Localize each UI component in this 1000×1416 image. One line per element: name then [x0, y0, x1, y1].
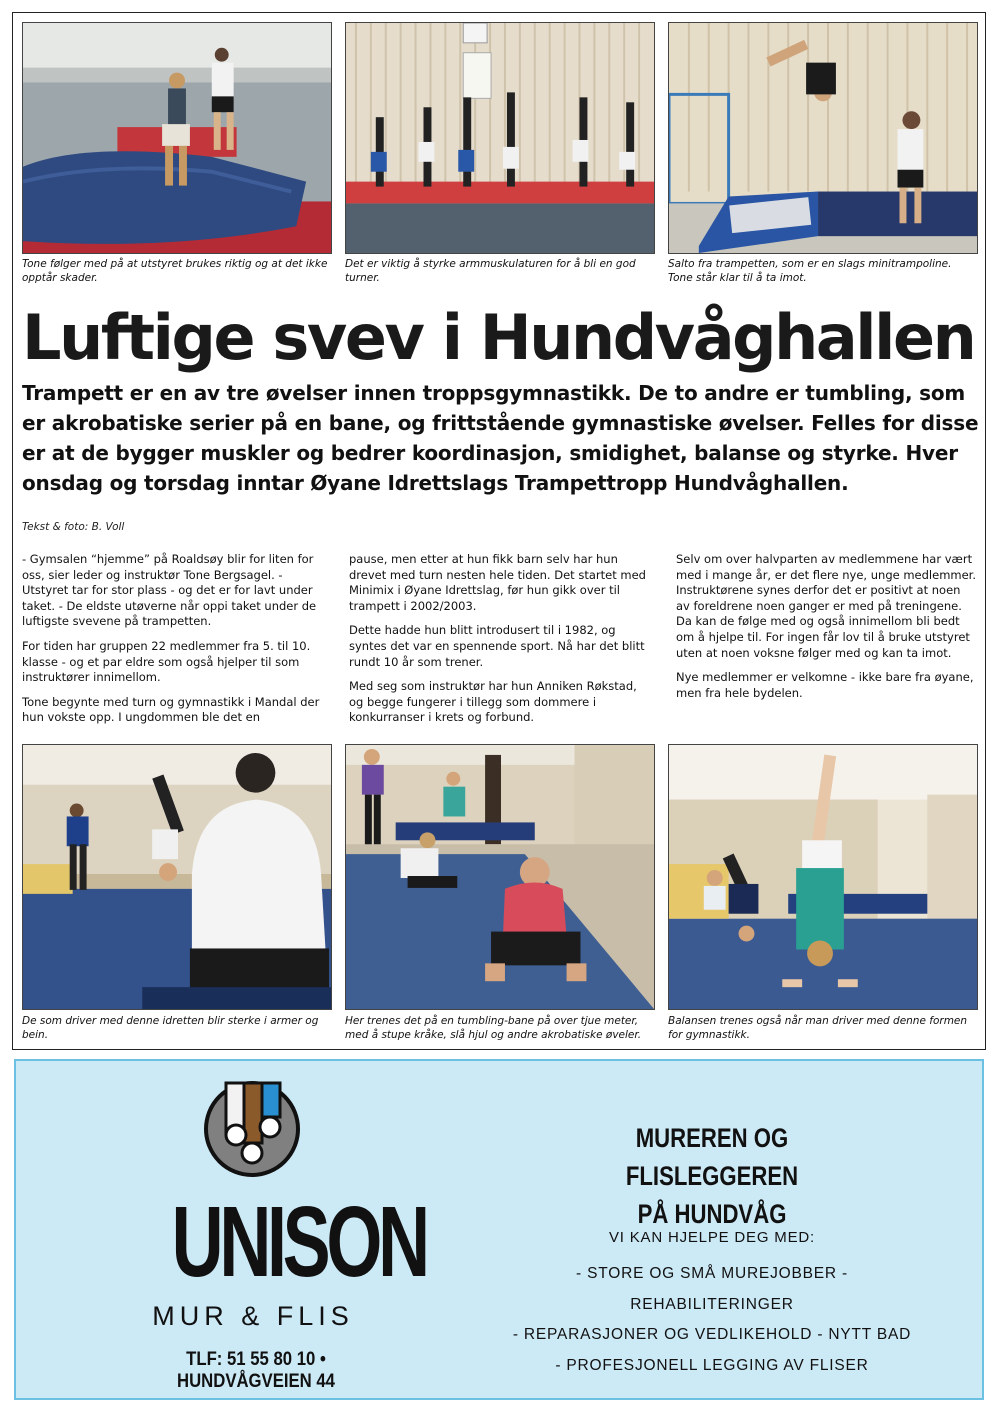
- article-paragraph: Nye medlemmer er velkomne - ikke bare fra øyane, men fra hele bydelen.: [676, 670, 974, 700]
- ad-service-item: - PROFESJONELL LEGGING AV FLISER: [555, 1356, 869, 1374]
- ad-contact-info: TLF: 51 55 80 10 • HUNDVÅGVEIEN 44: [177, 1349, 335, 1392]
- photo-cartwheel-coach: [22, 744, 332, 1010]
- photo-caption: Tone følger med på at utstyret brukes riktig og at det ikke opptår skader.: [22, 258, 328, 284]
- article-headline: Luftige svev i Hundvåghallen: [22, 301, 975, 374]
- article-paragraph: Selv om over halvparten av medlemmene har vært med i mange år, er det flere nye, unge medlemmer. Instruktørene synes derfor det er positivt at noen av foreldrene noen ganger er med på treningene. Da kan de følge med og også innimellom bli bedt om å hjelpe til. For ingen får lov til å bruke utstyret uten at noen voksne følger med og kan ta imot.: [676, 552, 977, 660]
- ad-brand-subtitle: MUR & FLIS: [152, 1301, 354, 1331]
- ad-title-line: MUREREN OG FLISLEGGEREN: [625, 1123, 799, 1191]
- ad-title: [556, 1119, 868, 1233]
- unison-logo-icon: [202, 1079, 302, 1179]
- ad-help-heading: VI KAN HJELPE DEG MED:: [609, 1229, 815, 1246]
- article-paragraph: Med seg som instruktør har hun Anniken Røkstad, og begge fungerer i tillegg som dommere i konkurranser i krets og forbund.: [349, 679, 637, 725]
- unison-advertisement: [14, 1059, 984, 1400]
- article-lead: Trampett er en av tre øvelser innen troppsgymnastikk. De to andre er tumbling, som er akrobatiske serier på en bane, og frittstående gymnastiske øvelser. Felles for disse er at de bygger muskler og bedrer koordinasjon, smidighet, balanse og styrke. Hver onsdag og torsdag inntar Øyane Idrettslags Trampettropp Hundvåghallen.: [22, 381, 979, 495]
- photo-handstand-balance: [668, 744, 978, 1010]
- photo-caption: De som driver med denne idretten blir sterke i armer og bein.: [22, 1015, 319, 1041]
- photo-caption: Her trenes det på en tumbling-bane på over tjue meter, med å stupe kråke, slå hjul og andre akrobatiske øveler.: [345, 1015, 642, 1041]
- photo-tumbling-track: [345, 744, 655, 1010]
- ad-title-line: PÅ HUNDVÅG: [637, 1199, 787, 1229]
- ad-service-item: - STORE OG SMÅ MUREJOBBER - REHABILITERINGER: [576, 1265, 848, 1313]
- article-column-1: [22, 552, 322, 735]
- photo-trampoline-mat: [22, 22, 332, 254]
- ad-brand-name: UNISON: [171, 1186, 426, 1298]
- photo-handstands: [345, 22, 655, 254]
- article-column-2: [349, 552, 649, 735]
- photo-caption: Det er viktig å styrke armmuskulaturen for å bli en god turner.: [345, 258, 636, 284]
- article-paragraph: Tone begynte med turn og gymnastikk i Mandal der hun vokste opp. I ungdommen ble det en: [22, 694, 320, 725]
- ad-service-item: - REPARASJONER OG VEDLIKEHOLD - NYTT BAD: [512, 1326, 912, 1343]
- article-byline: Tekst & foto: B. Voll: [22, 521, 125, 533]
- photo-caption: Balansen trenes også når man driver med denne formen for gymnastikk.: [668, 1015, 968, 1041]
- article-paragraph: For tiden har gruppen 22 medlemmer fra 5. til 10. klasse - og et par eldre som også hjelper til som instruktører innimellom.: [22, 638, 311, 685]
- photo-salto: [668, 22, 978, 254]
- article-paragraph: Dette hadde hun blitt introdusert til i 1982, og syntes det var en spennende sport. Nå har det blitt rundt 10 år som trener.: [349, 623, 645, 669]
- article-paragraph: pause, men etter at hun fikk barn selv har hun drevet med turn nesten hele tiden. Det startet med Minimix i Øyane Idrettslag, før hun gikk over til trampett i 2002/2003.: [349, 552, 646, 613]
- article-paragraph: - Gymsalen “hjemme” på Roaldsøy blir for liten for oss, sier leder og instruktør Tone Bergsagel. - Utstyret tar for stor plass - og det er for lavt under taket. - De eldste utøverne når oppi taket under de luftigste svevene på trampetten.: [22, 552, 317, 629]
- ad-services-list: [502, 1259, 922, 1381]
- photo-caption: Salto fra trampetten, som er en slags minitrampoline. Tone står klar til å ta imot.: [668, 258, 952, 284]
- article-column-3: [676, 552, 976, 710]
